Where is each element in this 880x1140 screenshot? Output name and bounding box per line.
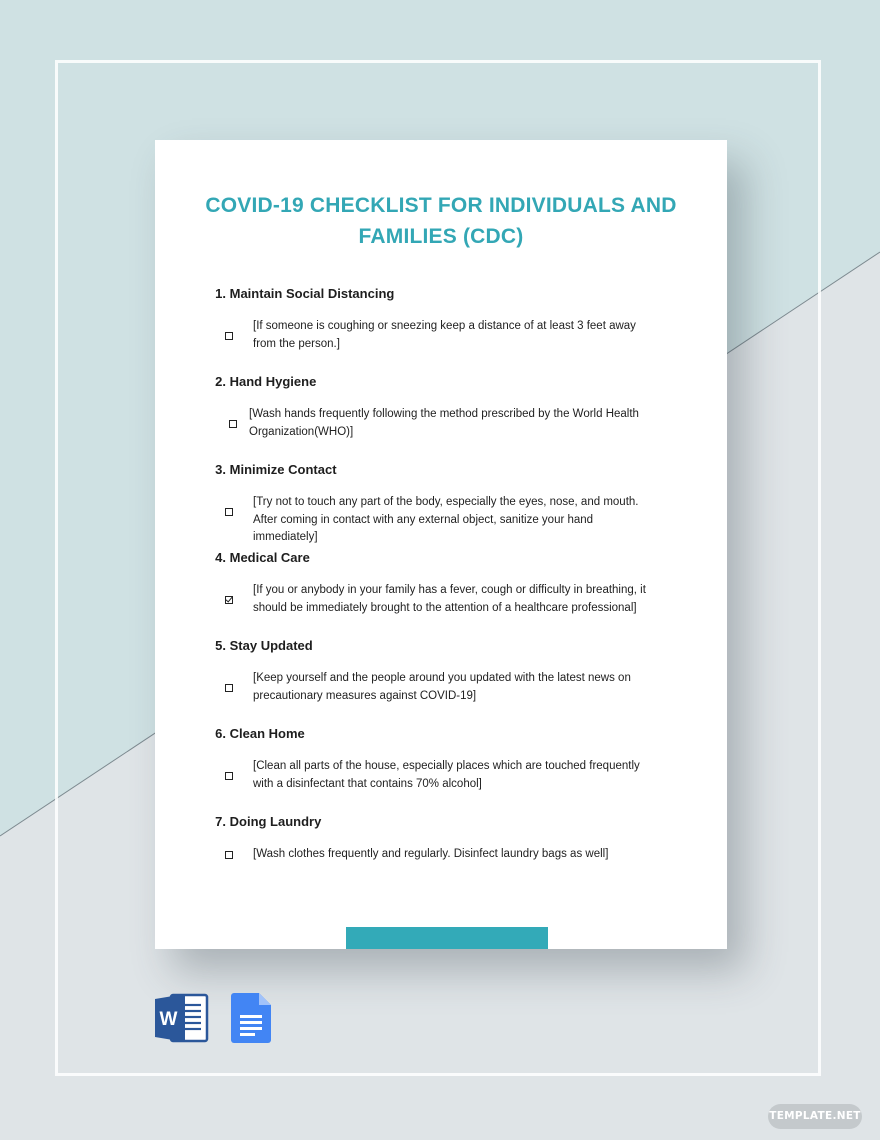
item-description: [Wash clothes frequently and regularly. Disinfect laundry bags as well] <box>253 848 609 860</box>
item-number: 6. <box>215 726 226 741</box>
item-description: [Wash hands frequently following the method prescribed by the World Health Organization(WHO)] <box>249 408 639 438</box>
checked-checkbox[interactable] <box>225 596 233 604</box>
document-title: COVID-19 CHECKLIST FOR INDIVIDUALS AND FAMILIES (CDC) <box>205 194 677 248</box>
item-number: 5. <box>215 638 226 653</box>
item-heading <box>203 286 394 301</box>
document-page <box>155 140 727 949</box>
item-number: 3. <box>215 462 226 477</box>
item-title: Hand Hygiene <box>229 374 317 389</box>
checkbox[interactable] <box>229 420 237 428</box>
item-title: Minimize Contact <box>229 462 337 477</box>
item-description: [Clean all parts of the house, especially places which are touched frequently with a disinfectant that contains 70% alcohol] <box>253 760 640 790</box>
item-title: Maintain Social Distancing <box>229 286 395 301</box>
checkbox[interactable] <box>225 508 233 516</box>
item-number: 4. <box>215 550 226 565</box>
microsoft-word-icon[interactable] <box>155 993 209 1043</box>
item-title: Medical Care <box>229 550 310 565</box>
checkbox[interactable] <box>225 851 233 859</box>
checkbox[interactable] <box>225 332 233 340</box>
item-number: 7. <box>215 814 226 829</box>
item-description: [Keep yourself and the people around you updated with the latest news on precautionary measures against COVID-19] <box>253 672 631 702</box>
item-title: Doing Laundry <box>229 814 322 829</box>
item-title: Stay Updated <box>229 638 313 653</box>
item-description: [If someone is coughing or sneezing keep a distance of at least 3 feet away from the person.] <box>253 320 636 350</box>
item-heading <box>203 814 321 829</box>
item-heading <box>203 374 316 389</box>
item-title: Clean Home <box>229 726 305 741</box>
checkbox[interactable] <box>225 684 233 692</box>
template-net-watermark: TEMPLATE.NET <box>768 1104 862 1129</box>
item-heading <box>203 462 337 477</box>
item-heading <box>203 726 305 741</box>
item-number: 1. <box>215 286 226 301</box>
item-description: [If you or anybody in your family has a fever, cough or difficulty in breathing, it should be immediately brought to the attention of a healthcare professional] <box>253 584 646 614</box>
item-number: 2. <box>215 374 226 389</box>
footer-accent-bar <box>346 927 548 949</box>
checkbox[interactable] <box>225 772 233 780</box>
item-description: [Try not to touch any part of the body, especially the eyes, nose, and mouth. After coming in contact with any external object, sanitize your hand immediately] <box>253 496 639 543</box>
item-heading <box>203 550 310 565</box>
svg-text:W: W <box>159 1009 178 1030</box>
google-docs-icon[interactable] <box>231 993 271 1043</box>
item-heading <box>203 638 313 653</box>
